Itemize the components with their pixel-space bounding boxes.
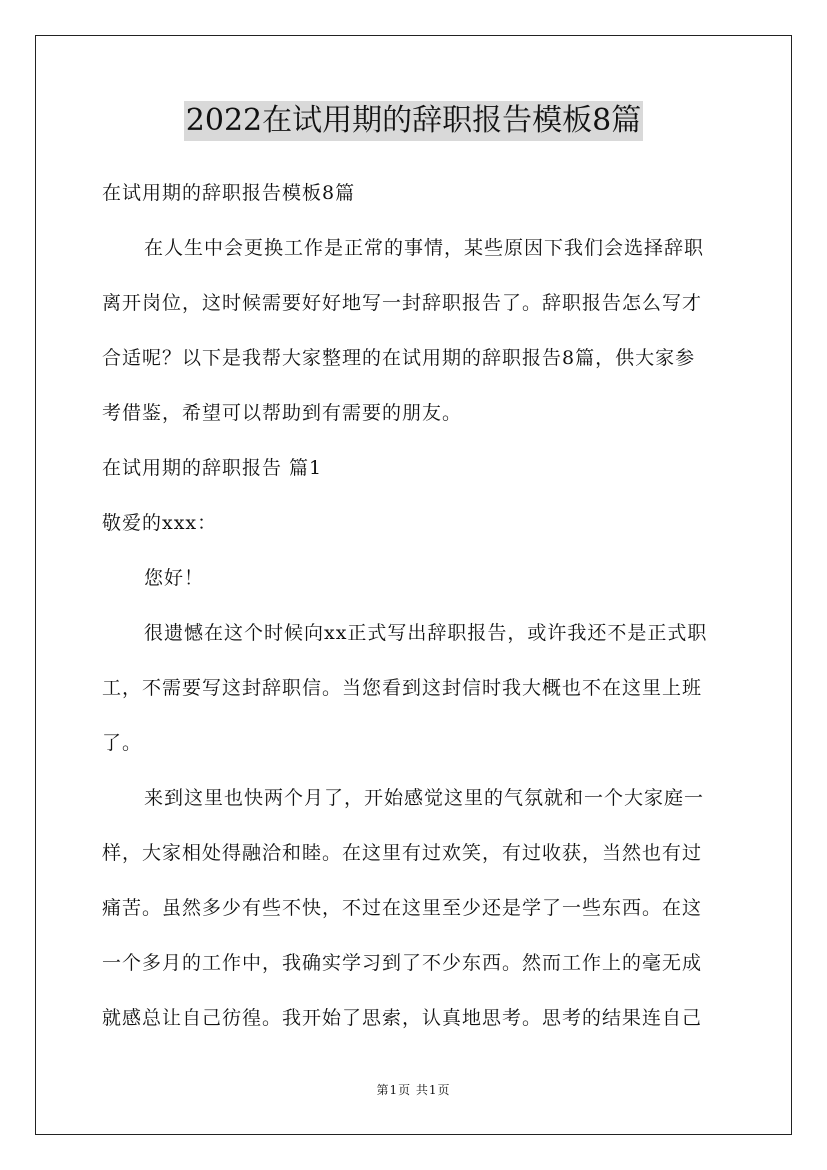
salutation: 敬爱的xxx：	[102, 512, 218, 534]
paragraph-line: 样，大家相处得融洽和睦。在这里有过欢笑，有过收获，当然也有过	[102, 842, 703, 864]
paragraph-line: 来到这里也快两个月了，开始感觉这里的气氛就和一个大家庭一	[144, 787, 705, 809]
paragraph-line: 考借鉴，希望可以帮助到有需要的朋友。	[102, 402, 463, 424]
greeting: 您好！	[144, 567, 205, 589]
paragraph-line: 痛苦。虽然多少有些不快，不过在这里至少还是学了一些东西。在这	[102, 897, 703, 919]
paragraph-line: 工，不需要写这封辞职信。当您看到这封信时我大概也不在这里上班	[102, 677, 703, 699]
page-footer: 第1页 共1页	[376, 1083, 451, 1097]
paragraph-line: 在人生中会更换工作是正常的事情，某些原因下我们会选择辞职	[144, 237, 705, 259]
section-heading: 在试用期的辞职报告 篇1	[102, 457, 323, 479]
paragraph-line: 离开岗位，这时候需要好好地写一封辞职报告了。辞职报告怎么写才	[102, 292, 703, 314]
title-container	[0, 101, 827, 141]
document-title: 2022在试用期的辞职报告模板8篇	[184, 101, 643, 141]
paragraph-line: 一个多月的工作中，我确实学习到了不少东西。然而工作上的毫无成	[102, 952, 703, 974]
paragraph-line: 很遗憾在这个时候向xx正式写出辞职报告，或许我还不是正式职	[144, 622, 708, 644]
paragraph-line: 就感总让自己彷徨。我开始了思索，认真地思考。思考的结果连自己	[102, 1007, 703, 1029]
paragraph-line: 了。	[102, 732, 143, 754]
document-subtitle: 在试用期的辞职报告模板8篇	[102, 182, 356, 204]
paragraph-line: 合适呢？以下是我帮大家整理的在试用期的辞职报告8篇，供大家参	[102, 347, 696, 369]
